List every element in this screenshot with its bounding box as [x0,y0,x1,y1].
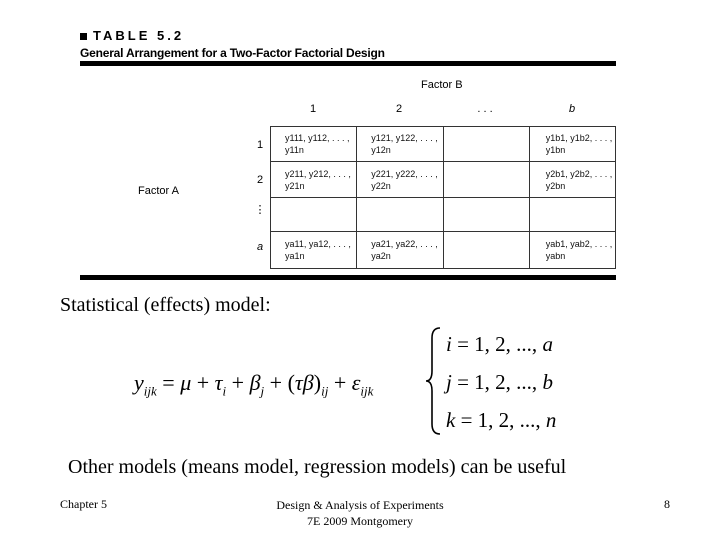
cell-1-2: y121, y122, . . . , y12n [357,127,443,162]
index-range-i: i = 1, 2, ..., a [446,332,553,356]
factor-b-label: Factor B [421,79,463,91]
cell-a-1: ya11, ya12, . . . , ya1n [271,232,357,269]
footer-course-line2: 7E 2009 Montgomery [307,514,413,528]
cell-1-1: y111, y112, . . . , y11n [271,127,357,162]
cell-a-3 [443,232,529,269]
table-bottom-rule [80,275,616,280]
footer-page-number: 8 [664,497,670,511]
left-brace-icon [424,326,444,436]
cell-1-3 [443,127,529,162]
effects-model-equation: $y_{ijk} = \mu + \tau_i + \beta_j + (\tau\beta)_{ij} + \varepsilon_{ijk}$ [134,370,374,399]
cell-1-b: y1b1, y1b2, . . . , y1bn [529,127,615,162]
table-top-rule [80,61,616,66]
cell-a-b: yab1, yab2, . . . , yabn [529,232,615,269]
factor-a-label: Factor A [138,185,179,197]
table-row [271,162,616,198]
col-header-2: 2 [395,103,403,115]
cell-2-b: y2b1, y2b2, . . . , y2bn [529,162,615,198]
cell-2-2: y221, y222, . . . , y22n [357,162,443,198]
square-bullet-icon [80,33,87,40]
table-row [271,127,616,162]
table-row [271,198,616,232]
col-header-ellipsis: . . . [477,103,493,115]
index-range-j: j = 1, 2, ..., b [446,370,553,394]
cell-3-1 [271,198,357,232]
cell-3-2 [357,198,443,232]
model-label: Statistical (effects) model: [60,294,271,316]
cell-2-3 [443,162,529,198]
other-models-note: Other models (means model, regression models) can be useful [68,456,567,478]
table-row [271,232,616,269]
col-header-1: 1 [309,103,317,115]
cell-a-2: ya21, ya22, . . . , ya2n [357,232,443,269]
footer-chapter: Chapter 5 [60,497,107,511]
footer-course [230,497,490,529]
cell-3-b [529,198,615,232]
index-range-k: k = 1, 2, ..., n [446,408,557,432]
table-title: General Arrangement for a Two-Factor Factorial Design [80,46,385,60]
row-header-vdots: ⋮ [254,204,266,216]
design-table [270,126,616,269]
row-header-a: a [256,241,264,253]
table-label: TABLE 5.2 [80,28,184,43]
row-header-1: 1 [256,139,264,151]
cell-2-1: y211, y212, . . . , y21n [271,162,357,198]
col-header-b: b [568,103,576,115]
cell-3-3 [443,198,529,232]
footer-course-line1: Design & Analysis of Experiments [276,498,444,512]
row-header-2: 2 [256,174,264,186]
